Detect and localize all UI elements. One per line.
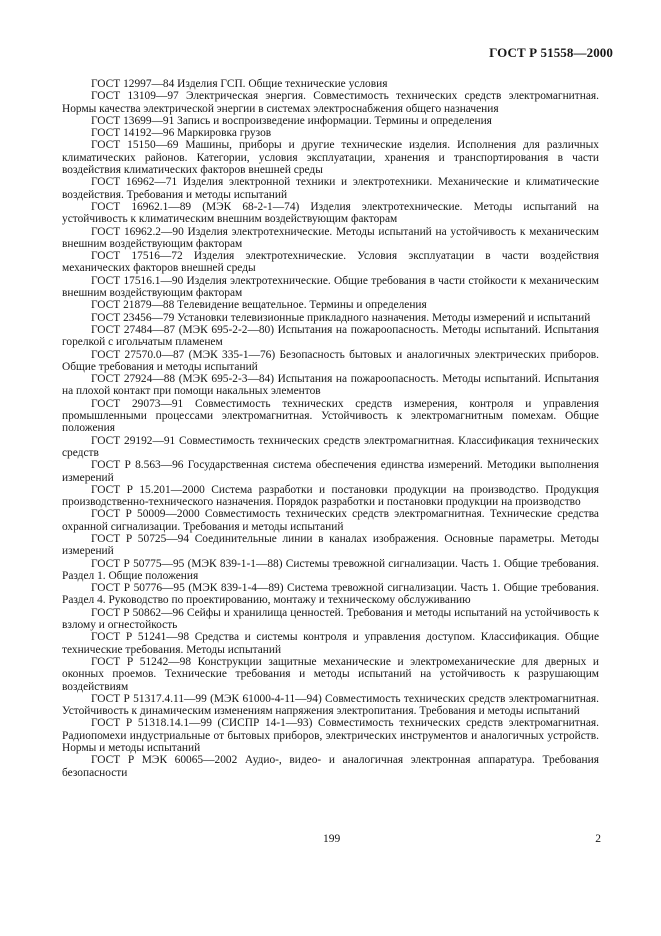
reference-entry: ГОСТ Р 51317.4.11—99 (МЭК 61000-4-11—94) Совместимость технических средств электромагнитная. Устойчивость к динамическим изменениям напряжения электропитания. Требования и методы испытаний bbox=[62, 692, 599, 718]
reference-entry: ГОСТ Р 50775—95 (МЭК 839-1-1—88) Системы тревожной сигнализации. Часть 1. Общие требования. Раздел 1. Общие положения bbox=[62, 557, 599, 582]
reference-entry: ГОСТ 17516—72 Изделия электротехнические. Условия эксплуатации в части воздействия механических факторов внешней среды bbox=[62, 250, 599, 275]
reference-entry: ГОСТ Р МЭК 60065—2002 Аудио-, видео- и аналогичная электронная аппаратура. Требования безопасности bbox=[62, 754, 599, 779]
normative-references-list bbox=[62, 78, 599, 779]
reference-entry: ГОСТ Р 51241—98 Средства и системы контроля и управления доступом. Классификация. Общие технические требования. Методы испытаний bbox=[62, 631, 599, 656]
reference-entry: ГОСТ 13109—97 Электрическая энергия. Совместимость технических средств электромагнитная. Нормы качества электрической энергии в системах электроснабжения общего назначения bbox=[62, 90, 599, 115]
reference-entry: ГОСТ 23456—79 Установки телевизионные прикладного назначения. Методы измерений и испытаний bbox=[91, 311, 591, 324]
reference-entry: ГОСТ 27570.0—87 (МЭК 335-1—76) Безопасность бытовых и аналогичных электрических приборов. Общие требования и методы испытаний bbox=[62, 348, 599, 373]
reference-entry: ГОСТ 13699—91 Запись и воспроизведение информации. Термины и определения bbox=[91, 114, 492, 127]
reference-entry: ГОСТ Р 51318.14.1—99 (СИСПР 14-1—93) Совместимость технических средств электромагнитная. Радиопомехи индустриальные от бытовых приборов, электрических инструментов и аналогичных устройств. Нормы и методы испытаний bbox=[62, 717, 599, 755]
reference-entry: ГОСТ 12997—84 Изделия ГСП. Общие технические условия bbox=[91, 78, 388, 90]
reference-entry: ГОСТ 27484—87 (МЭК 695-2-2—80) Испытания на пожароопасность. Методы испытаний. Испытания горелкой с игольчатым пламенем bbox=[62, 323, 599, 349]
page-number: 199 bbox=[323, 833, 341, 845]
reference-entry: ГОСТ Р 50009—2000 Совместимость технических средств электромагнитная. Технические средства охранной сигнализации. Требования и методы испытаний bbox=[62, 508, 599, 533]
reference-entry: ГОСТ Р 50862—96 Сейфы и хранилища ценностей. Требования и методы испытаний на устойчивость к взлому и огнестойкость bbox=[62, 606, 599, 632]
reference-entry: ГОСТ 21879—88 Телевидение вещательное. Термины и определения bbox=[91, 299, 427, 312]
sheet-number: 2 bbox=[595, 833, 601, 845]
reference-entry: ГОСТ 16962—71 Изделия электронной техники и электротехники. Механические и климатические воздействия. Требования и методы испытаний bbox=[62, 176, 599, 201]
reference-entry: ГОСТ 16962.1—89 (МЭК 68-2-1—74) Изделия электротехнические. Методы испытаний на устойчивость к климатическим внешним воздействующим факторам bbox=[62, 200, 599, 226]
reference-entry: ГОСТ 16962.2—90 Изделия электротехнические. Методы испытаний на устойчивость к механическим внешним воздействующим факторам bbox=[62, 225, 599, 250]
reference-entry: ГОСТ Р 50725—94 Соединительные линии в каналах изображения. Основные параметры. Методы измерений bbox=[62, 532, 599, 558]
reference-entry: ГОСТ Р 15.201—2000 Система разработки и постановки продукции на производство. Продукция производственно-технического назначения. Порядок разработки и постановки продукции на производство bbox=[62, 483, 599, 509]
reference-entry: ГОСТ 29073—91 Совместимость технических средств измерения, контроля и управления промышленными процессами электромагнитная. Устойчивость к электромагнитным помехам. Общие положения bbox=[62, 397, 599, 435]
reference-entry: ГОСТ 14192—96 Маркировка грузов bbox=[91, 127, 272, 140]
document-header-standard: ГОСТ Р 51558—2000 bbox=[489, 45, 613, 60]
reference-entry: ГОСТ 29192—91 Совместимость технических средств электромагнитная. Классификация технических средств bbox=[62, 434, 599, 459]
reference-entry: ГОСТ 15150—69 Машины, приборы и другие технические изделия. Исполнения для различных климатических районов. Категории, условия эксплуатации, хранения и транспортирования в части воздействия климатических факторов внешней среды bbox=[62, 139, 599, 177]
reference-entry: ГОСТ Р 51242—98 Конструкции защитные механические и электромеханические для дверных и оконных проемов. Технические требования и методы испытаний на устойчивость к разрушающим воздействиям bbox=[62, 655, 599, 693]
reference-entry: ГОСТ Р 50776—95 (МЭК 839-1-4—89) Система тревожной сигнализации. Часть 1. Общие требования. Раздел 4. Руководство по проектированию, монтажу и техническому обслуживанию bbox=[62, 582, 599, 607]
reference-entry: ГОСТ Р 8.563—96 Государственная система обеспечения единства измерений. Методики выполнения измерений bbox=[62, 459, 599, 484]
reference-entry: ГОСТ 27924—88 (МЭК 695-2-3—84) Испытания на пожароопасность. Методы испытаний. Испытания на плохой контакт при помощи накальных элементов bbox=[62, 373, 599, 398]
reference-entry: ГОСТ 17516.1—90 Изделия электротехнические. Общие требования в части стойкости к механическим внешним воздействующим факторам bbox=[62, 274, 599, 300]
